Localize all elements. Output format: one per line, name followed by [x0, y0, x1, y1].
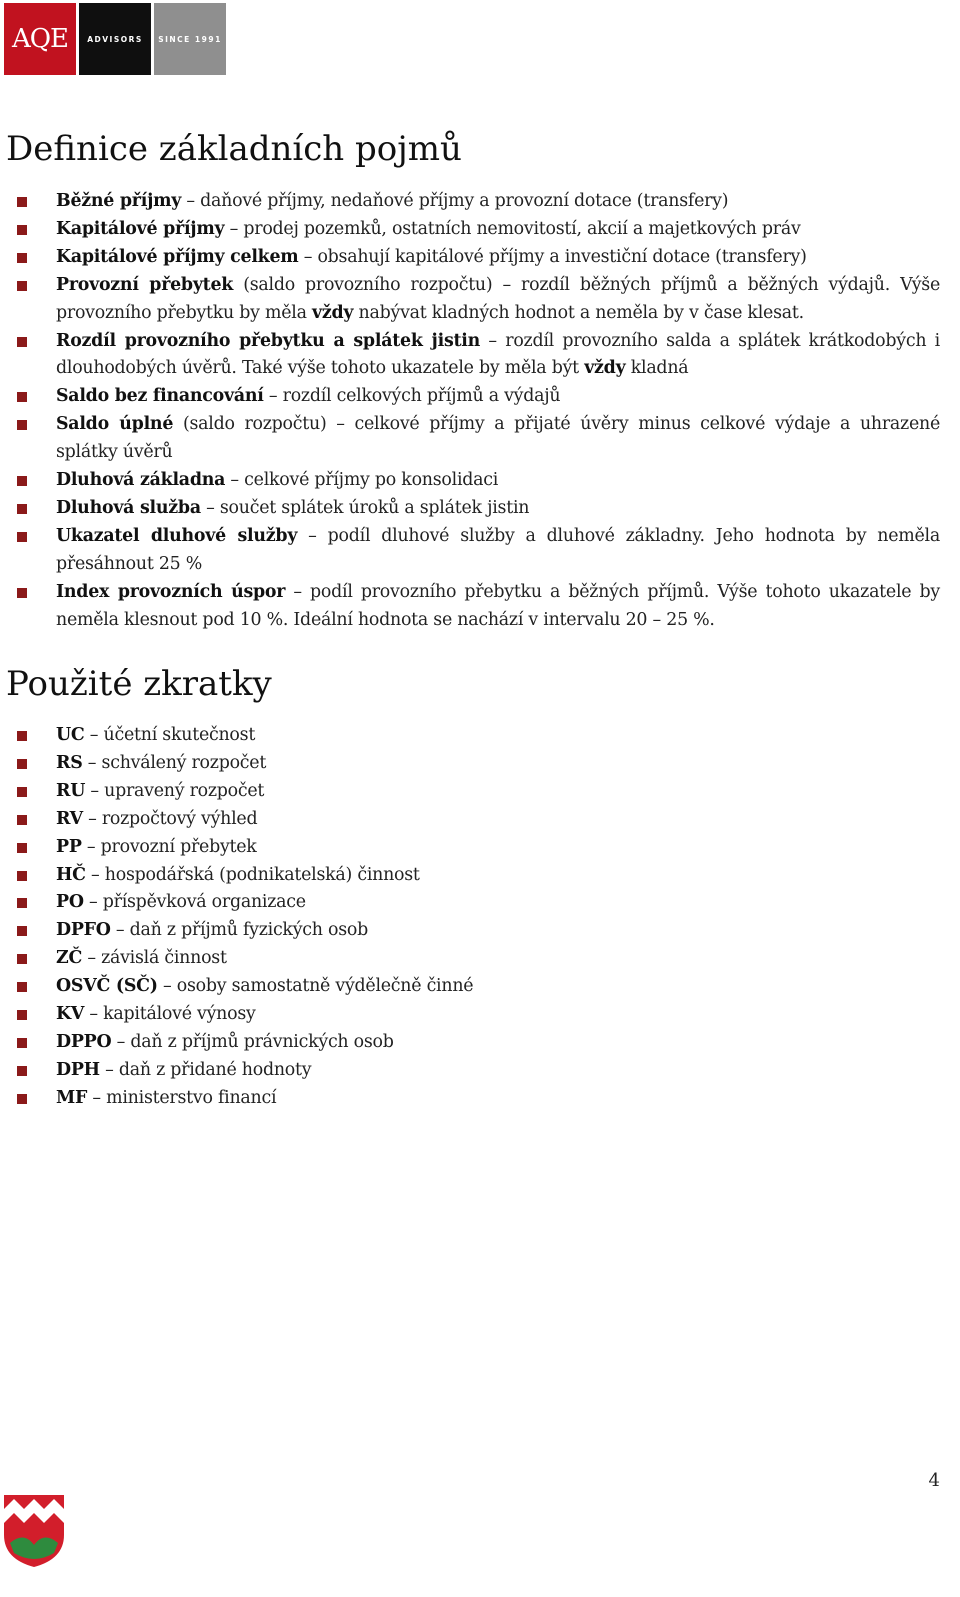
square-bullet-icon	[17, 532, 27, 542]
abbreviation-item	[0, 722, 940, 750]
term-separator: –	[87, 1087, 107, 1108]
term-separator: –	[81, 836, 101, 857]
abbreviation-item	[0, 834, 940, 862]
definitions-list	[0, 188, 940, 635]
term-label: OSVČ (SČ)	[56, 976, 158, 997]
term-label: DPFO	[56, 920, 111, 941]
term-description: kapitálové výnosy	[103, 1004, 256, 1025]
abbreviation-item	[0, 778, 940, 806]
definition-item	[0, 411, 940, 467]
term-separator: –	[85, 864, 105, 885]
term-label: Rozdíl provozního přebytku a splátek jistin	[56, 330, 481, 351]
term-label: DPH	[56, 1059, 100, 1080]
abbreviation-item	[0, 945, 940, 973]
term-label: RV	[56, 808, 83, 829]
square-bullet-icon	[17, 504, 27, 514]
term-label: DPPO	[56, 1031, 112, 1052]
abbreviation-item	[0, 973, 940, 1001]
term-separator: –	[84, 1004, 104, 1025]
regional-crest-icon	[4, 1495, 64, 1567]
abbreviation-item	[0, 889, 940, 917]
term-label: PP	[56, 836, 82, 857]
term-label: Provozní přebytek	[56, 274, 234, 295]
term-separator: –	[111, 1031, 131, 1052]
definition-item	[0, 188, 940, 216]
definition-item	[0, 495, 940, 523]
term-separator: –	[110, 920, 130, 941]
term-label: Kapitálové příjmy celkem	[56, 246, 299, 267]
term-separator: –	[285, 581, 311, 602]
abbreviations-list	[0, 722, 940, 1113]
abbreviation-item	[0, 750, 940, 778]
square-bullet-icon	[17, 588, 27, 598]
term-description: podíl dluhové služby a dluhové základny. Jeho hodnota by neměla přesáhnout 25 %	[56, 525, 940, 574]
term-description: podíl provozního přebytku a běžných příjmů. Výše tohoto ukazatele by neměla klesnout pod 10 %. Ideální hodnota se nachází v intervalu 20 – 25 %.	[56, 581, 940, 630]
term-separator: –	[297, 525, 328, 546]
term-separator: –	[82, 808, 102, 829]
abbreviation-item	[0, 862, 940, 890]
term-description: (saldo rozpočtu) – celkové příjmy a přijaté úvěry minus celkové výdaje a uhrazené splátky úvěrů	[56, 414, 940, 463]
square-bullet-icon	[17, 197, 27, 207]
definition-item	[0, 523, 940, 579]
logo-since-block	[154, 3, 226, 75]
square-bullet-icon	[17, 787, 27, 797]
term-label: UC	[56, 725, 85, 745]
term-description: součet splátek úroků a splátek jistin	[219, 497, 530, 518]
square-bullet-icon	[17, 871, 27, 881]
term-label: Index provozních úspor	[56, 581, 286, 602]
term-label: ZČ	[56, 948, 83, 969]
term-description: provozní přebytek	[100, 836, 257, 857]
definition-item	[0, 579, 940, 635]
term-separator: –	[225, 470, 245, 491]
term-separator: –	[83, 892, 103, 913]
term-separator: –	[84, 725, 104, 745]
term-separator: –	[224, 218, 244, 239]
term-label: Kapitálové příjmy	[56, 218, 225, 239]
term-label: HČ	[56, 864, 86, 885]
abbreviations-heading: Použité zkratky	[6, 664, 272, 704]
term-separator: –	[99, 1059, 119, 1080]
abbreviation-item	[0, 1029, 940, 1057]
term-description: ministerstvo financí	[106, 1087, 277, 1108]
term-label: Dluhová služba	[56, 497, 201, 518]
term-separator: –	[480, 330, 506, 351]
term-label: RU	[56, 780, 86, 801]
logo-advisors-block	[79, 3, 151, 75]
term-separator: –	[82, 948, 102, 969]
square-bullet-icon	[17, 815, 27, 825]
term-separator: –	[298, 246, 318, 267]
term-description: daň z přidané hodnoty	[118, 1059, 312, 1080]
term-label: RS	[56, 752, 83, 773]
term-description: příspěvková organizace	[102, 892, 306, 913]
term-label: Saldo bez financování	[56, 386, 264, 407]
term-description: rozdíl provozního salda a splátek krátkodobých i dlouhodobých úvěrů. Také výše tohoto ukazatele by měla být	[56, 330, 940, 379]
term-description: účetní skutečnost	[103, 725, 256, 745]
square-bullet-icon	[17, 1066, 27, 1076]
square-bullet-icon	[17, 982, 27, 992]
term-separator: –	[181, 191, 201, 211]
square-bullet-icon	[17, 476, 27, 486]
term-description: závislá činnost	[101, 948, 227, 969]
term-description: obsahují kapitálové příjmy a investiční dotace (transfery)	[317, 246, 807, 267]
term-description: prodej pozemků, ostatních nemovitostí, akcií a majetkových práv	[243, 218, 801, 239]
square-bullet-icon	[17, 1094, 27, 1104]
term-label: Dluhová základna	[56, 470, 226, 491]
square-bullet-icon	[17, 843, 27, 853]
term-description: upravený rozpočet	[104, 780, 265, 801]
square-bullet-icon	[17, 281, 27, 291]
square-bullet-icon	[17, 225, 27, 235]
square-bullet-icon	[17, 926, 27, 936]
term-description: daň z příjmů právnických osob	[130, 1031, 394, 1052]
square-bullet-icon	[17, 253, 27, 263]
page-number: 4	[928, 1470, 940, 1491]
term-separator: –	[85, 780, 105, 801]
term-description-end: nabývat kladných hodnot a neměla by v čase klesat.	[353, 302, 804, 323]
definition-item	[0, 216, 940, 244]
definitions-heading: Definice základních pojmů	[6, 129, 462, 169]
definition-item	[0, 328, 940, 384]
term-label: MF	[56, 1087, 88, 1108]
square-bullet-icon	[17, 954, 27, 964]
abbreviation-item	[0, 1057, 940, 1085]
term-description: daň z příjmů fyzických osob	[129, 920, 369, 941]
square-bullet-icon	[17, 392, 27, 402]
term-label: PO	[56, 892, 84, 913]
square-bullet-icon	[17, 1010, 27, 1020]
abbreviation-item	[0, 1085, 940, 1113]
logo-mark-text: AQE	[11, 24, 69, 54]
abbreviation-item	[0, 1001, 940, 1029]
logo-advisors-text: ADVISORS	[87, 34, 143, 44]
term-label: KV	[56, 1004, 85, 1025]
term-separator	[233, 275, 243, 295]
term-separator: –	[263, 386, 283, 407]
square-bullet-icon	[17, 731, 27, 741]
abbreviation-item	[0, 806, 940, 834]
term-description: celkové příjmy po konsolidaci	[244, 470, 499, 491]
term-separator: –	[157, 976, 177, 997]
term-description: hospodářská (podnikatelská) činnost	[104, 864, 420, 885]
term-description: rozdíl celkových příjmů a výdajů	[282, 386, 561, 407]
definition-item	[0, 467, 940, 495]
term-description: osoby samostatně výdělečně činné	[176, 976, 474, 997]
term-description: daňové příjmy, nedaňové příjmy a provozní dotace (transfery)	[200, 191, 729, 211]
term-separator: –	[82, 752, 102, 773]
aqe-logo	[4, 3, 226, 75]
term-separator: –	[200, 497, 220, 518]
definition-item	[0, 244, 940, 272]
square-bullet-icon	[17, 759, 27, 769]
term-label: Běžné příjmy	[56, 191, 182, 211]
term-description: (saldo provozního rozpočtu) – rozdíl běžných příjmů a běžných výdajů. Výše provozního přebytku by měla	[56, 274, 940, 323]
square-bullet-icon	[17, 898, 27, 908]
term-description-end: kladná	[625, 358, 689, 379]
term-label: Ukazatel dluhové služby	[56, 525, 298, 546]
definition-item	[0, 383, 940, 411]
term-separator	[173, 414, 183, 434]
logo-mark	[4, 3, 76, 75]
logo-since-text: SINCE 1991	[158, 34, 222, 44]
emphasis-text: vždy	[312, 302, 354, 323]
term-description: rozpočtový výhled	[101, 808, 258, 829]
emphasis-text: vždy	[584, 358, 626, 379]
term-label: Saldo úplné	[56, 414, 174, 435]
term-description: schválený rozpočet	[101, 752, 267, 773]
square-bullet-icon	[17, 1038, 27, 1048]
definition-item	[0, 272, 940, 328]
square-bullet-icon	[17, 420, 27, 430]
abbreviation-item	[0, 917, 940, 945]
square-bullet-icon	[17, 337, 27, 347]
